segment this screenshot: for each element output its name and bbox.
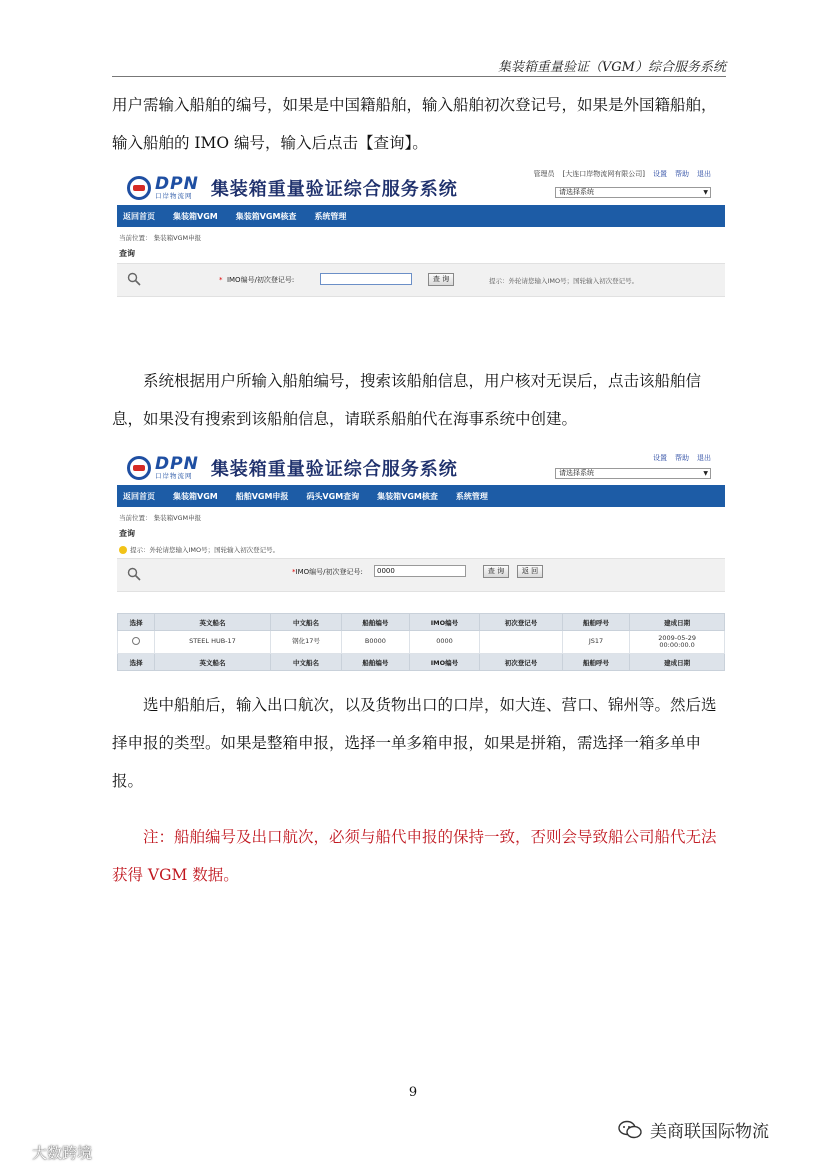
input-hint: 提示：外轮请您输入IMO号；国轮输入初次登记号。	[489, 277, 639, 285]
nav-item-vgm-check[interactable]: 集装箱VGM核查	[235, 211, 297, 221]
foot-first-reg: 初次登记号	[480, 654, 562, 671]
col-callsign: 船舶呼号	[562, 614, 629, 631]
system-select[interactable]	[555, 468, 711, 479]
imo-input[interactable]: 0000	[374, 565, 466, 577]
col-chinese-name: 中文船名	[270, 614, 342, 631]
cell-build-date	[630, 631, 725, 654]
nav-item-home[interactable]: 返回首页	[123, 211, 155, 221]
dpn-logo	[127, 455, 458, 481]
system-select[interactable]	[555, 187, 711, 198]
settings-link[interactable]: 设置	[653, 454, 667, 462]
page-number: 9	[408, 1085, 418, 1100]
screenshot-search-results	[117, 447, 725, 672]
app-header	[117, 167, 725, 205]
system-select-value: 请选择系统	[559, 188, 594, 196]
cell-vessel-no: B0000	[342, 631, 409, 654]
admin-label: 管理员	[533, 170, 555, 178]
paragraph-2: 系统根据用户所输入船舶编号，搜索该船舶信息，用户核对无误后，点击该船舶信息，如果没有搜索到该船舶信息，请联系船舶代在海事系统中创建。	[112, 372, 702, 428]
foot-imo: IMO编号	[409, 654, 480, 671]
header-rule	[112, 76, 726, 77]
section-title: 查询	[119, 249, 135, 258]
foot-english-name: 英文船名	[155, 654, 271, 671]
paragraph-3: 选中船舶后，输入出口航次，以及货物出口的口岸，如大连、营口、锦州等。然后选择申报的类型。如果是整箱申报，选择一单多箱申报，如果是拼箱，需选择一箱多单申报。	[112, 696, 717, 790]
breadcrumb: 当前位置： 集装箱VGM申报	[119, 514, 202, 522]
foot-vessel-no: 船舶编号	[342, 654, 409, 671]
dpn-logo-icon	[127, 456, 151, 480]
chevron-down-icon: ▼	[703, 470, 708, 477]
cell-english-name: STEEL HUB-17	[155, 631, 271, 654]
wechat-icon	[618, 1120, 642, 1140]
note-paragraph: 注：船舶编号及出口航次，必须与船代申报的保持一致，否则会导致船公司船代无法获得 VGM 数据。	[112, 828, 717, 884]
top-links	[534, 169, 711, 179]
query-button[interactable]: 查 询	[428, 273, 454, 286]
col-build-date: 建成日期	[630, 614, 725, 631]
dpn-logo	[127, 175, 458, 201]
col-vessel-no: 船舶编号	[342, 614, 409, 631]
nav-item-system[interactable]: 系统管理	[455, 491, 488, 501]
section-title: 查询	[119, 529, 135, 538]
foot-build-date: 建成日期	[630, 654, 725, 671]
imo-field-label: *IMO编号/初次登记号:	[292, 568, 363, 576]
imo-field-label-text: IMO编号/初次登记号:	[295, 568, 363, 576]
logout-link[interactable]: 退出	[697, 170, 711, 178]
breadcrumb: 当前位置： 集装箱VGM申报	[119, 234, 202, 242]
system-title: 集装箱重量验证综合服务系统	[210, 459, 458, 480]
col-imo: IMO编号	[409, 614, 480, 631]
app-header	[117, 447, 725, 485]
query-bar	[117, 558, 725, 592]
watermark-right-text: 美商联国际物流	[650, 1122, 769, 1142]
vessel-results-table	[117, 613, 725, 671]
watermark-left-text: 大数跨境	[32, 1144, 93, 1162]
help-link[interactable]: 帮助	[675, 170, 689, 178]
nav-item-home[interactable]: 返回首页	[123, 491, 155, 501]
row-select[interactable]	[118, 631, 155, 654]
cell-chinese-name: 钢化17号	[270, 631, 342, 654]
logo-subtext: 口岸物流网	[155, 192, 193, 201]
nav-item-terminal-vgm[interactable]: 码头VGM查询	[306, 491, 360, 501]
system-select-value: 请选择系统	[559, 469, 594, 477]
logo-text: DPN	[155, 174, 199, 195]
foot-chinese-name: 中文船名	[270, 654, 342, 671]
main-nav	[117, 205, 725, 227]
imo-field-label-text: IMO编号/初次登记号:	[226, 276, 295, 284]
table-row[interactable]	[118, 631, 725, 654]
logo-text: DPN	[155, 454, 199, 475]
system-title: 集装箱重量验证综合服务系统	[210, 179, 458, 200]
col-english-name: 英文船名	[155, 614, 271, 631]
main-nav	[117, 485, 725, 507]
col-first-reg: 初次登记号	[480, 614, 562, 631]
imo-input[interactable]	[320, 273, 412, 285]
nav-item-vgm[interactable]: 集装箱VGM	[173, 211, 218, 221]
watermark-left	[6, 1142, 92, 1163]
table-footer-row	[118, 654, 725, 671]
back-button[interactable]: 返 回	[517, 565, 543, 578]
dpn-logo-icon	[127, 176, 151, 200]
watermark-right	[618, 1117, 769, 1142]
cell-first-reg	[480, 631, 562, 654]
query-button[interactable]: 查 询	[483, 565, 509, 578]
cell-callsign: JS17	[562, 631, 629, 654]
cell-imo: 0000	[409, 631, 480, 654]
logout-link[interactable]: 退出	[697, 454, 711, 462]
tip-text: 提示：外轮请您输入IMO号；国轮输入初次登记号。	[130, 546, 280, 554]
search-icon	[127, 272, 141, 286]
running-header: 集装箱重量验证（VGM）综合服务系统	[497, 60, 726, 75]
nav-item-vessel-vgm[interactable]: 船舶VGM申报	[235, 491, 289, 501]
company-name: [大连口岸物流网有限公司]	[562, 170, 645, 178]
paragraph-1: 用户需输入船舶的编号，如果是中国籍船舶，输入船舶初次登记号，如果是外国籍船舶，输入船舶的 IMO 编号，输入后点击【查询】。	[112, 96, 717, 152]
top-links	[653, 453, 711, 463]
screenshot-query-form	[117, 167, 725, 303]
foot-callsign: 船舶呼号	[562, 654, 629, 671]
lightbulb-icon	[119, 546, 127, 554]
nav-item-vgm[interactable]: 集装箱VGM	[173, 491, 218, 501]
nav-item-system[interactable]: 系统管理	[314, 211, 347, 221]
query-bar	[117, 263, 725, 297]
build-time: 00:00:00.0	[659, 641, 695, 649]
logo-subtext: 口岸物流网	[155, 472, 193, 481]
chevron-down-icon: ▼	[703, 189, 708, 196]
help-link[interactable]: 帮助	[675, 454, 689, 462]
tip-line	[117, 539, 725, 554]
imo-field-label: * IMO编号/初次登记号:	[219, 276, 295, 284]
radio-button[interactable]	[132, 637, 140, 645]
settings-link[interactable]: 设置	[653, 170, 667, 178]
nav-item-vgm-check[interactable]: 集装箱VGM核查	[377, 491, 438, 501]
build-date: 2009-05-29	[658, 633, 696, 642]
foot-select: 选择	[118, 654, 155, 671]
search-icon	[127, 567, 141, 581]
watermark-logo-icon	[6, 1145, 28, 1161]
col-select: 选择	[118, 614, 155, 631]
table-header-row	[118, 614, 725, 631]
